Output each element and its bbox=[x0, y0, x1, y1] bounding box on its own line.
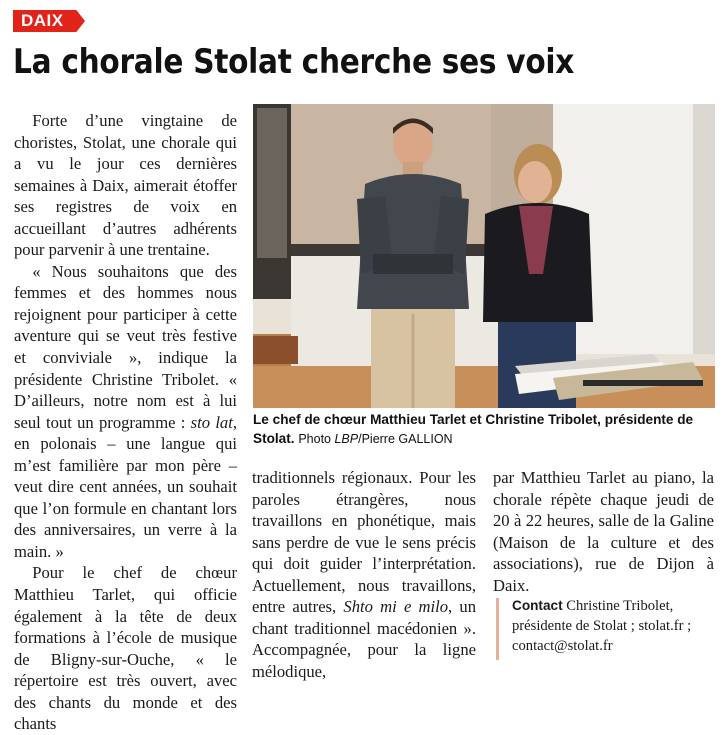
quote-text-end: , en polonais – une langue qui m’est familière par mon père – veut dire cent années, un souhait que l’on formule en chantant lors des anniversaires, un verre à la main. » bbox=[14, 412, 237, 561]
article-column-3 bbox=[493, 467, 714, 596]
section-tag-label: DAIX bbox=[21, 11, 64, 30]
paragraph-quote bbox=[14, 261, 237, 563]
paragraph-chef: Pour le chef de chœur Matthieu Tarlet, qui officie également à la tête de deux formations à l’école de musique de Bligny-sur-Ouche, « le répertoire est très ouvert, avec des chants du monde et des chants bbox=[14, 563, 237, 734]
credit-photographer: /Pierre GALLION bbox=[358, 431, 453, 446]
photo-credit bbox=[298, 432, 452, 446]
chef-text: traditionnels régionaux. Pour les paroles étrangères, nous travaillons en phonétique, mais sans perdre de vue le sens précis qui doit guider l’interprétation. Actuellement, nous travaillons, entre autres, bbox=[252, 468, 476, 617]
contact-accent-bar bbox=[496, 598, 499, 660]
paragraph-rehearsal: par Matthieu Tarlet au piano, la chorale répète chaque jeudi de 20 à 22 heures, salle de la Galine (Maison de la culture et des associations), rue de Dijon à Daix. bbox=[493, 468, 714, 595]
paragraph-chef-continued bbox=[252, 467, 476, 682]
paragraph-intro: Forte d’une vingtaine de choristes, Stolat, une chorale qui a vu le jour ces dernières semaines à Daix, aimerait étoffer ses registres de voix en accueillant d’autres adhérents pour parvenir à une trentaine. bbox=[14, 111, 237, 260]
quote-text: « Nous souhaitons que des femmes et des hommes nous rejoignent pour participer à cette aventure qui se veut très festive et conviviale », indique la présidente Christine Tribolet. « D’ailleurs, notre nom est à lui seul tout un programme : bbox=[14, 261, 237, 432]
contact-details: Christine Tribolet, présidente de Stolat ; stolat.fr ; contact@stolat.fr bbox=[512, 598, 692, 654]
photo-illustration bbox=[253, 104, 715, 408]
chef-text-end: , un chant traditionnel macédonien ». Accompagnée, pour la ligne mélodique, bbox=[252, 597, 476, 681]
credit-agency: LBP bbox=[334, 431, 359, 446]
contact-label: Contact bbox=[512, 598, 563, 613]
article-photo bbox=[253, 104, 715, 408]
quote-italic: sto lat bbox=[190, 412, 233, 432]
caption-text: Le chef de chœur Matthieu Tarlet et Christine Tribolet, présidente de Stolat. bbox=[253, 412, 694, 446]
song-title: Shto mi e milo bbox=[343, 597, 449, 617]
photo-caption bbox=[253, 411, 715, 448]
article-column-2 bbox=[252, 467, 476, 682]
contact-box bbox=[496, 596, 718, 656]
credit-prefix: Photo bbox=[298, 431, 335, 446]
headline: La chorale Stolat cherche ses voix bbox=[13, 42, 575, 82]
section-tag bbox=[13, 10, 85, 32]
article-column-1 bbox=[14, 110, 237, 735]
